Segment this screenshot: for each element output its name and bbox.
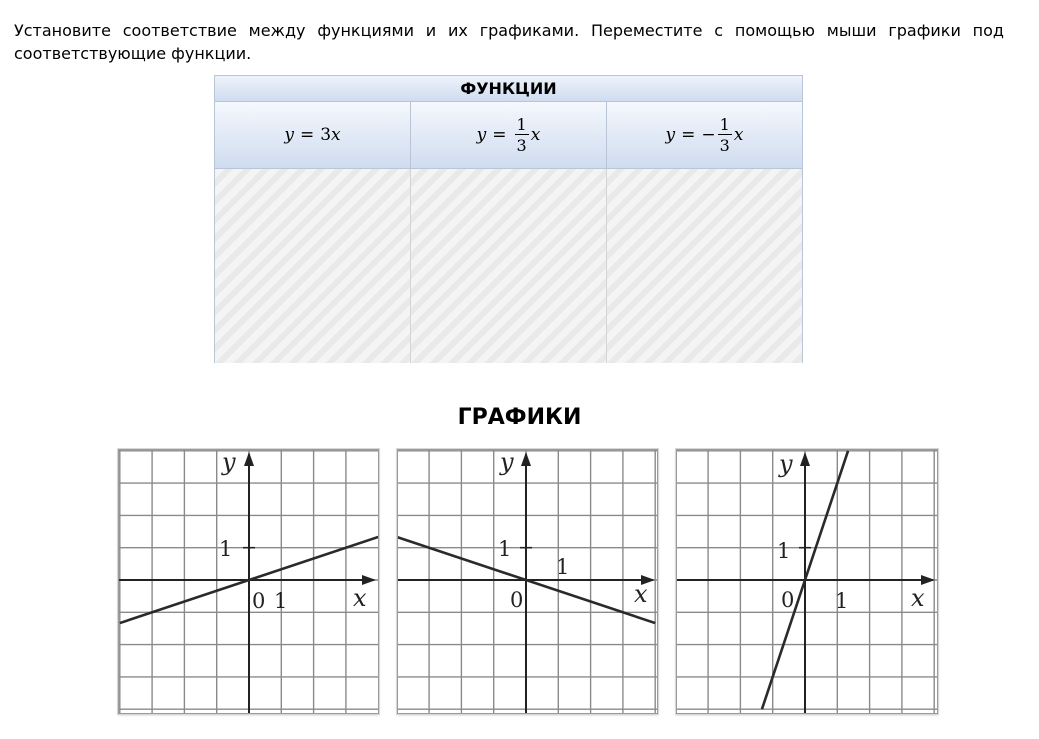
- graphs-title: ГРАФИКИ: [457, 405, 582, 430]
- graph-3-plot: [677, 450, 937, 713]
- x-unit-label: 1: [274, 589, 288, 613]
- formula-fraction: [515, 115, 529, 156]
- function-formula-1: [284, 125, 340, 145]
- fraction-denominator: 3: [516, 135, 527, 155]
- y-axis-arrow: [800, 452, 810, 466]
- formula-eq: =: [681, 125, 696, 145]
- origin-label: 0: [781, 588, 795, 612]
- fraction-denominator: 3: [719, 135, 730, 155]
- formula-lhs: y: [665, 125, 676, 145]
- y-axis-label: y: [779, 450, 793, 478]
- graph-card-3[interactable]: [676, 449, 938, 714]
- function-formula-2: [477, 115, 541, 156]
- function-cell-3: [607, 102, 802, 168]
- formula-lhs: y: [476, 125, 487, 145]
- y-unit-label: 1: [777, 539, 791, 563]
- functions-table: [214, 75, 803, 363]
- functions-header: ФУНКЦИИ: [215, 76, 802, 102]
- formula-var: x: [331, 125, 341, 145]
- y-axis-arrow: [521, 452, 531, 466]
- functions-row: [215, 102, 802, 169]
- x-axis-label: x: [911, 584, 925, 612]
- instruction-text: Установите соответствие между функциями и их графиками. Переместите с помощью мыши графики под соответствующие функции.: [14, 21, 1004, 63]
- graph-card-2[interactable]: [397, 449, 658, 714]
- x-unit-label: 1: [835, 589, 849, 613]
- drop-zone-2[interactable]: [411, 169, 607, 363]
- origin-label: 0: [252, 589, 266, 613]
- y-unit-label: 1: [498, 537, 512, 561]
- drop-zone-3[interactable]: [607, 169, 802, 363]
- formula-eq: =: [492, 125, 507, 145]
- function-cell-1: [215, 102, 411, 168]
- formula-eq: =: [299, 125, 315, 145]
- x-unit-label: 1: [556, 555, 570, 579]
- origin-label: 0: [510, 588, 524, 612]
- fraction-numerator: 1: [719, 114, 730, 134]
- formula-var: x: [733, 125, 744, 145]
- y-unit-label: 1: [219, 537, 233, 561]
- formula-lhs: y: [284, 125, 294, 145]
- graph-1-plot: [119, 450, 378, 713]
- x-axis-label: x: [353, 584, 367, 612]
- y-axis-label: y: [222, 450, 236, 476]
- y-axis-arrow: [244, 452, 254, 466]
- drop-row: [215, 169, 802, 363]
- x-axis-label: x: [634, 580, 648, 608]
- formula-fraction: [718, 115, 732, 156]
- fraction-numerator: 1: [516, 114, 527, 134]
- formula-var: x: [530, 125, 541, 145]
- formula-sign: −: [701, 125, 716, 145]
- function-formula-3: [666, 115, 744, 156]
- graph-2-plot: [398, 450, 657, 713]
- drop-zone-1[interactable]: [215, 169, 411, 363]
- y-axis-label: y: [500, 450, 514, 476]
- formula-coef: 3: [320, 125, 332, 145]
- graph-card-1[interactable]: [118, 449, 379, 714]
- function-cell-2: [411, 102, 607, 168]
